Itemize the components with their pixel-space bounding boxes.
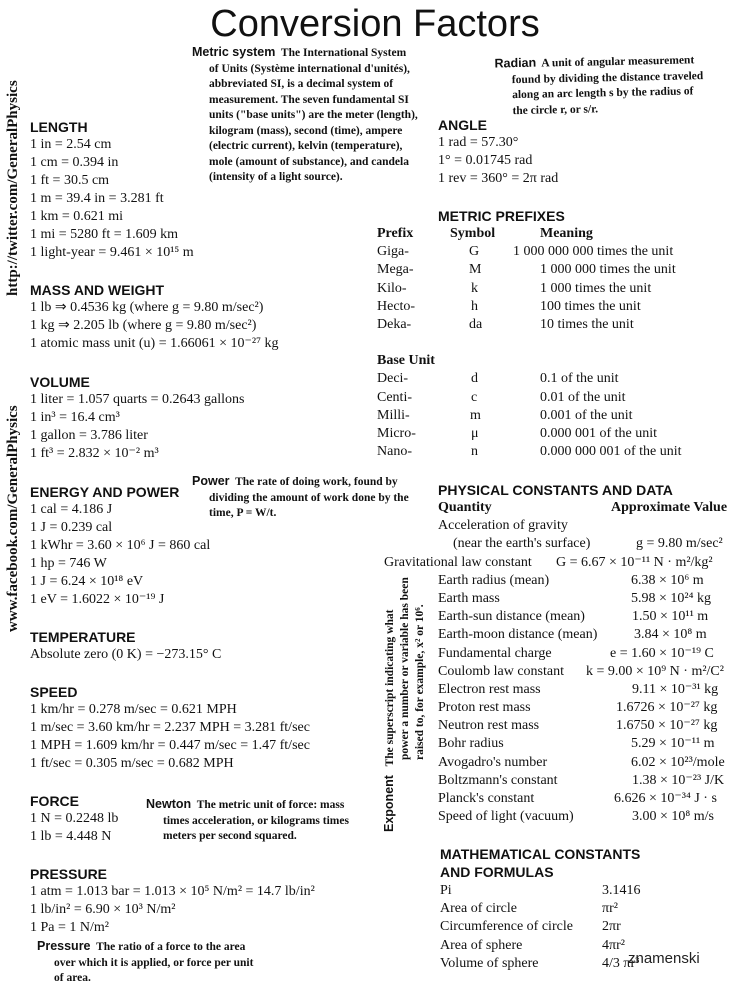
mass-line: 1 atomic mass unit (u) = 1.66061 × 10⁻²⁷ kg [30,336,279,351]
speed-line: 1 MPH = 1.609 km/hr = 0.447 m/sec = 1.47 ft/sec [30,738,310,753]
prefix-meaning: 0.000 001 of the unit [540,425,658,441]
constant-row [438,699,746,717]
constant-row [438,808,746,826]
note-line: of Units (Système international d'unités), [209,62,410,75]
prefix-meaning: 10 times the unit [540,316,634,332]
metric-system-note [192,45,432,186]
note-term: Newton [146,797,192,811]
prefix-meaning: 0.01 of the unit [540,389,626,405]
note-line: over which it is applied, or force per unit [54,956,254,969]
prefix-row [377,407,747,425]
prefix-row [377,280,747,298]
constant-label: Planck's constant [438,791,535,806]
col-prefix: Prefix [377,226,414,241]
energy-line: 1 kWhr = 3.60 × 10⁶ J = 860 cal [30,538,211,553]
constant-label: Earth-moon distance (mean) [438,627,598,643]
prefix-name: Deka- [377,316,412,332]
note-line: The metric unit of force: mass [196,799,345,811]
prefixes-heading: METRIC PREFIXES [438,208,565,224]
note-line: power a number or variable has been [399,577,411,760]
prefix-meaning: 1 000 000 times the unit [540,262,676,278]
temperature-heading: TEMPERATURE [30,629,136,645]
constant-label: Coulomb law constant [438,663,564,679]
prefixes-header-row [377,225,747,243]
note-line: measurement. The seven fundamental SI [209,93,409,106]
prefix-name: Hecto- [377,298,416,314]
force-heading: FORCE [30,793,79,809]
note-line: time, P = W/t. [209,507,277,519]
constant-row [438,681,746,699]
pressure-section [30,865,315,937]
prefix-name: Micro- [377,425,416,441]
constant-value: 9.11 × 10⁻³¹ kg [632,681,719,697]
constant-label: Proton rest mass [438,700,531,716]
constant-row [438,754,746,772]
note-line: A unit of angular measurement [541,54,695,70]
prefix-symbol: m [470,407,481,423]
note-term: Radian [494,55,537,71]
speed-line: 1 m/sec = 3.60 km/hr = 2.237 MPH = 3.281 ft/sec [30,720,310,735]
constant-value: 1.38 × 10⁻²³ J/K [632,772,725,788]
note-line: the circle r, or s/r. [512,102,599,117]
constant-label: Electron rest mass [438,681,541,697]
volume-heading: VOLUME [30,374,90,390]
prefix-symbol: d [471,371,478,387]
constant-label: (near the earth's surface) [453,536,591,552]
twitter-link[interactable]: http://twitter.com/GeneralPhysics [5,80,21,296]
prefix-symbol: G [469,244,480,260]
prefix-symbol: h [471,298,478,314]
length-line: 1 mi = 5280 ft = 1.609 km [30,227,179,242]
constant-value: g = 9.80 m/sec² [636,536,723,552]
energy-line: 1 J = 0.239 cal [30,520,113,535]
constant-value: 1.6750 × 10⁻²⁷ kg [616,718,718,734]
length-line: 1 in = 2.54 cm [30,137,112,152]
note-line: found by dividing the distance traveled [511,69,704,86]
col-meaning: Meaning [540,226,593,241]
constant-value: 5.29 × 10⁻¹¹ m [631,736,715,752]
constants-header-row [438,499,746,517]
length-heading: LENGTH [30,119,88,135]
prefix-row [377,389,747,407]
constant-label: Speed of light (vacuum) [438,809,574,825]
prefix-meaning: 0.001 of the unit [540,407,633,423]
constant-value: 5.98 × 10²⁴ kg [631,590,711,606]
temperature-section [30,628,221,664]
speed-line: 1 km/hr = 0.278 m/sec = 0.621 MPH [30,702,237,717]
constant-row [384,554,746,572]
note-line: The superscript indicating what [384,609,396,767]
prefix-symbol: c [471,389,478,405]
constant-label: Earth-sun distance (mean) [438,609,585,625]
length-section [30,118,194,262]
constant-row [438,517,746,535]
pressure-line: 1 atm = 1.013 bar = 1.013 × 10⁵ N/m² = 14.7 lb/in² [30,884,315,899]
prefix-row [377,261,747,279]
note-line: along an arc length s by the radius of [512,85,694,102]
newton-note [146,797,381,845]
note-line: The rate of doing work, found by [235,476,398,488]
constant-value: e = 1.60 × 10⁻¹⁹ C [610,645,714,661]
note-line: times acceleration, or kilograms times [163,814,349,827]
constant-label: Earth mass [438,590,500,606]
constant-value: 6.38 × 10⁶ m [631,572,704,588]
note-term: Metric system [192,45,276,59]
constant-row [438,645,746,663]
constant-row [438,717,746,735]
volume-line: 1 in³ = 16.4 cm³ [30,410,120,425]
math-value: 3.1416 [602,883,641,898]
note-line: raised to, for example, x² or 10⁶. [414,604,426,760]
angle-line: 1° = 0.01745 rad [438,153,533,168]
note-line: (electric current), kelvin (temperature), [209,140,403,152]
length-line: 1 light-year = 9.461 × 10¹⁵ m [30,245,194,260]
pressure-note [37,939,287,987]
mass-line: 1 lb ⇒ 0.4536 kg (where g = 9.80 m/sec²) [30,300,264,315]
note-line: The ratio of a force to the area [96,941,246,953]
constant-label: Neutron rest mass [438,718,540,734]
angle-section [438,116,558,188]
constant-label: Avogadro's number [438,754,548,770]
col-quantity: Quantity [438,500,492,515]
constant-row [438,663,746,681]
constant-row [438,735,746,753]
constant-value: 6.02 × 10²³/mole [631,754,725,770]
math-row [440,882,740,900]
math-label: Circumference of circle [440,919,573,935]
constant-value: G = 6.67 × 10⁻¹¹ N · m²/kg² [556,554,713,570]
prefix-row [377,443,747,461]
math-value: 4/3 πr³ [602,955,640,971]
note-line: kilogram (mass), second (time), ampere [209,124,403,137]
constant-label: Fundamental charge [438,645,552,661]
constant-row [438,590,746,608]
energy-line: 1 eV = 1.6022 × 10⁻¹⁹ J [30,592,165,607]
watermark: znamenski [628,950,700,967]
exponent-note [382,577,428,832]
constant-row [438,572,746,590]
volume-section [30,373,245,463]
math-heading [440,845,640,881]
constant-row [438,535,746,553]
pressure-line: 1 Pa = 1 N/m² [30,920,109,935]
speed-line: 1 ft/sec = 0.305 m/sec = 0.682 MPH [30,756,234,771]
math-label: Area of circle [440,901,517,917]
prefix-name: Giga- [377,244,409,260]
angle-heading: ANGLE [438,117,487,133]
energy-line: 1 hp = 746 W [30,556,107,571]
prefix-meaning: 0.000 000 001 of the unit [540,444,682,460]
prefix-row [377,425,747,443]
facebook-link[interactable]: www.facebook.com/GeneralPhysics [5,405,21,632]
temperature-line: Absolute zero (0 K) = −273.15° C [30,647,222,662]
energy-line: 1 J = 6.24 × 10¹⁸ eV [30,574,144,589]
prefix-symbol: k [471,280,478,296]
math-row [440,918,740,936]
length-line: 1 m = 39.4 in = 3.281 ft [30,191,164,206]
length-line: 1 ft = 30.5 cm [30,173,110,188]
constant-row [438,626,746,644]
prefix-name: Mega- [377,262,414,278]
prefix-symbol: da [469,316,483,332]
note-term: Power [192,474,230,488]
constant-label: Gravitational law constant [384,554,532,570]
prefix-name: Milli- [377,407,410,423]
note-line: meters per second squared. [163,830,297,842]
constant-value: k = 9.00 × 10⁹ N · m²/C² [586,663,724,679]
prefix-name: Nano- [377,444,412,460]
note-line: abbreviated SI, is a decimal system of [209,78,394,90]
constant-label: Earth radius (mean) [438,572,550,588]
constant-row [438,790,746,808]
energy-section [30,483,210,609]
prefix-row [377,298,747,316]
note-line: mole (amount of substance), and candela [209,155,409,168]
force-line: 1 lb = 4.448 N [30,829,112,844]
math-label: Pi [440,883,452,898]
prefix-meaning: 1 000 000 000 times the unit [513,244,674,260]
base-unit-label: Base Unit [377,353,435,369]
angle-line: 1 rad = 57.30° [438,135,519,150]
angle-line: 1 rev = 360° = 2π rad [438,171,559,186]
constant-row [438,608,746,626]
math-row [440,900,740,918]
prefix-name: Centi- [377,389,412,405]
constant-value: 6.626 × 10⁻³⁴ J · s [614,791,717,806]
math-label: Area of sphere [440,937,523,953]
constant-label: Acceleration of gravity [438,518,568,534]
math-value: 4πr² [602,937,625,953]
constant-row [438,772,746,790]
prefix-name: Deci- [377,371,409,387]
constant-value: 1.6726 × 10⁻²⁷ kg [616,700,718,716]
radian-note [494,51,735,119]
volume-line: 1 gallon = 3.786 liter [30,428,148,443]
note-term: Pressure [37,939,91,953]
page-title: Conversion Factors [210,3,540,45]
col-symbol: Symbol [450,226,496,241]
prefix-symbol: μ [471,425,479,441]
math-value: 2πr [602,919,621,935]
power-note [192,474,432,522]
prefix-meaning: 1 000 times the unit [540,280,652,296]
note-line: (intensity of a light source). [209,171,343,183]
length-line: 1 km = 0.621 mi [30,209,124,224]
base-unit-row [377,352,747,370]
prefix-meaning: 100 times the unit [540,298,641,314]
speed-heading: SPEED [30,684,78,700]
math-heading-line: MATHEMATICAL CONSTANTS [440,846,641,862]
note-line: The International System [280,47,407,59]
math-label: Volume of sphere [440,955,539,971]
note-line: units ("base units") are the meter (length), [209,109,418,121]
constants-heading: PHYSICAL CONSTANTS AND DATA [438,482,673,498]
pressure-heading: PRESSURE [30,866,108,882]
constant-value: 3.00 × 10⁸ m/s [632,809,715,825]
volume-line: 1 liter = 1.057 quarts = 0.2643 gallons [30,392,245,407]
energy-heading: ENERGY AND POWER [30,484,180,500]
prefix-name: Kilo- [377,280,407,296]
prefixes-table [377,225,747,461]
constant-label: Boltzmann's constant [438,772,558,788]
prefix-symbol: M [469,262,482,278]
note-line: dividing the amount of work done by the [209,491,409,504]
constant-value: 3.84 × 10⁸ m [634,627,707,643]
col-value: Approximate Value [611,500,728,515]
speed-section [30,683,310,773]
mass-heading: MASS AND WEIGHT [30,282,165,298]
pressure-line: 1 lb/in² = 6.90 × 10³ N/m² [30,902,176,917]
prefix-row [377,243,747,261]
note-term: Exponent [382,775,396,832]
force-line: 1 N = 0.2248 lb [30,811,119,826]
note-line: of area. [54,972,91,984]
constant-value: 1.50 × 10¹¹ m [632,609,709,625]
length-line: 1 cm = 0.394 in [30,155,119,170]
mass-line: 1 kg ⇒ 2.205 lb (where g = 9.80 m/sec²) [30,318,257,333]
prefix-symbol: n [471,444,478,460]
force-section [30,792,118,846]
math-heading-line: AND FORMULAS [440,864,554,880]
energy-line: 1 cal = 4.186 J [30,502,113,517]
math-value: πr² [602,901,618,917]
prefix-meaning: 0.1 of the unit [540,371,619,387]
prefix-row [377,316,747,334]
volume-line: 1 ft³ = 2.832 × 10⁻² m³ [30,446,159,461]
mass-section [30,281,278,353]
prefix-row [377,370,747,388]
constant-label: Bohr radius [438,736,504,752]
